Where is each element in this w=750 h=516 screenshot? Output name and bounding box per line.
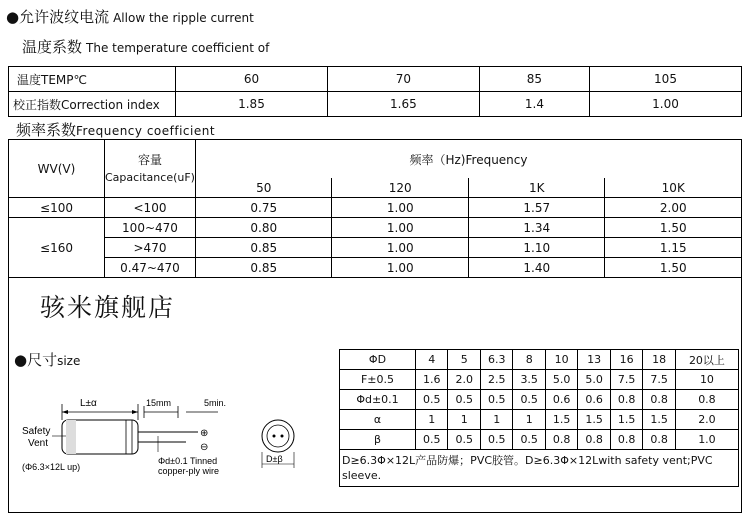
temp-cell: 85 xyxy=(479,67,589,92)
dim-cell: 0.6 xyxy=(578,390,610,410)
temp-title-en: The temperature coefficient of xyxy=(86,41,270,55)
dim-cell: 0.5 xyxy=(480,430,512,450)
lead-note-2: copper-ply wire xyxy=(158,466,220,476)
dim-header-cell: 4 xyxy=(416,350,448,370)
dim-cell: 1.0 xyxy=(675,430,738,450)
cap-header-cn: 容量 xyxy=(137,152,162,167)
dim-cell: 1.5 xyxy=(545,410,577,430)
arrow-right-icon xyxy=(132,410,138,414)
dim-cell: 1.5 xyxy=(578,410,610,430)
table-row xyxy=(9,198,742,218)
minus-icon: ⊖ xyxy=(200,442,209,453)
ripple-title-en: Allow the ripple current xyxy=(113,11,254,25)
dim-cell: 0.5 xyxy=(416,430,448,450)
coef-cell: 1.00 xyxy=(332,198,469,218)
store-brand: 骇米旗舰店 xyxy=(40,293,176,322)
table-row xyxy=(9,258,742,278)
diameter-label: D±β xyxy=(266,454,283,464)
dim-header-cell: 13 xyxy=(578,350,610,370)
coef-cell: 1.50 xyxy=(605,258,742,278)
coef-cell: 0.80 xyxy=(195,218,332,238)
table-row xyxy=(340,450,739,487)
correction-row-header: 校正指数Correction index xyxy=(9,92,176,117)
dimension-note: D≥6.3Φ×12L产品防爆；PVC胶管。D≥6.3Φ×12Lwith safety vent;PVC sleeve. xyxy=(340,450,739,487)
wv-header: WV(V) xyxy=(9,140,105,198)
lead-note-1: Φd±0.1 Tinned xyxy=(158,456,218,466)
dim-header-cell: 16 xyxy=(610,350,642,370)
dim-header-cell: 18 xyxy=(643,350,675,370)
dim-cell: 1.5 xyxy=(643,410,675,430)
temperature-coefficient-title xyxy=(22,36,269,57)
table-row xyxy=(340,350,739,370)
coef-cell: 1.00 xyxy=(332,218,469,238)
coef-cell: 1.00 xyxy=(332,238,469,258)
ripple-title-cn: ●允许波纹电流 xyxy=(6,8,110,26)
dimension-table xyxy=(339,349,739,487)
cap-header-en: Capacitance(uF) xyxy=(105,170,195,184)
dim-cell: 10 xyxy=(675,370,738,390)
dim-cell: 1 xyxy=(448,410,480,430)
freq-title-en: Frequency coefficient xyxy=(76,124,216,138)
length-label: L±α xyxy=(80,398,97,409)
table-row xyxy=(340,410,739,430)
coef-cell: 1.10 xyxy=(468,238,605,258)
dim-header-cell: 8 xyxy=(513,350,545,370)
frequency-header: 频率（Hz)Frequency xyxy=(195,140,741,179)
coef-cell: 1.57 xyxy=(468,198,605,218)
arrow-left-icon xyxy=(62,410,68,414)
table-row xyxy=(9,218,742,238)
capacitor-diagram xyxy=(18,392,338,482)
table-row xyxy=(340,390,739,410)
frequency-coefficient-title xyxy=(16,119,215,140)
dim-cell: 5.0 xyxy=(578,370,610,390)
capacitance-header xyxy=(105,140,196,198)
dim-cell: 0.5 xyxy=(448,390,480,410)
dim-row-label: β xyxy=(340,430,416,450)
coef-cell: 1.50 xyxy=(605,218,742,238)
freq-col: 10K xyxy=(605,178,742,198)
table-row xyxy=(9,92,742,117)
plus-icon: ⊕ xyxy=(200,428,209,439)
correction-cell: 1.00 xyxy=(590,92,742,117)
dim-header-cell: 6.3 xyxy=(480,350,512,370)
dim-row-label: Φd±0.1 xyxy=(340,390,416,410)
cap-cell: 100~470 xyxy=(105,218,196,238)
dim-cell: 0.8 xyxy=(675,390,738,410)
dim-header-cell: 5 xyxy=(448,350,480,370)
table-row xyxy=(340,370,739,390)
freq-col: 50 xyxy=(195,178,332,198)
dim-cell: 1 xyxy=(416,410,448,430)
wv-cell: ≤160 xyxy=(9,218,105,278)
dim-cell: 0.8 xyxy=(643,430,675,450)
coef-cell: 0.75 xyxy=(195,198,332,218)
cap-cell: >470 xyxy=(105,238,196,258)
dim-cell: 0.8 xyxy=(545,430,577,450)
dim-header-cell: ΦD xyxy=(340,350,416,370)
dim-cell: 0.5 xyxy=(513,390,545,410)
dim-cell: 0.5 xyxy=(513,430,545,450)
dim-cell: 2.0 xyxy=(448,370,480,390)
temp-cell: 60 xyxy=(176,67,328,92)
wv-cell: ≤100 xyxy=(9,198,105,218)
table-row xyxy=(9,67,742,92)
size-note: (Φ6.3×12L up) xyxy=(22,462,81,472)
dim-cell: 0.8 xyxy=(643,390,675,410)
dim-cell: 3.5 xyxy=(513,370,545,390)
temp-row-header: 温度TEMP℃ xyxy=(9,67,176,92)
temp-title-cn: 温度系数 xyxy=(22,38,83,56)
coef-cell: 0.85 xyxy=(195,238,332,258)
dim-cell: 1 xyxy=(513,410,545,430)
cap-cell: 0.47~470 xyxy=(105,258,196,278)
coef-cell: 0.85 xyxy=(195,258,332,278)
dim-title-cn: ●尺寸 xyxy=(14,351,58,369)
freq-col: 120 xyxy=(332,178,469,198)
coef-cell: 1.00 xyxy=(332,258,469,278)
dim-cell: 2.5 xyxy=(480,370,512,390)
dim-cell: 0.8 xyxy=(578,430,610,450)
temp-cell: 70 xyxy=(327,67,479,92)
dim-cell: 1 xyxy=(480,410,512,430)
freq-col: 1K xyxy=(468,178,605,198)
correction-cell: 1.65 xyxy=(327,92,479,117)
dim-cell: 0.5 xyxy=(416,390,448,410)
dim-title-en: size xyxy=(57,354,81,368)
table-row xyxy=(340,430,739,450)
correction-cell: 1.4 xyxy=(479,92,589,117)
vent-label: Vent xyxy=(28,438,49,449)
dim-cell: 0.5 xyxy=(480,390,512,410)
coef-cell: 1.15 xyxy=(605,238,742,258)
dim-cell: 1.6 xyxy=(416,370,448,390)
coef-cell: 1.40 xyxy=(468,258,605,278)
dim-row-label: F±0.5 xyxy=(340,370,416,390)
cap-cell: <100 xyxy=(105,198,196,218)
dim-cell: 0.6 xyxy=(545,390,577,410)
dim-cell: 7.5 xyxy=(643,370,675,390)
safety-label: Safety xyxy=(22,426,51,437)
dim-cell: 0.8 xyxy=(610,390,642,410)
lead-length-label: 15mm xyxy=(146,398,172,408)
dim-cell: 0.8 xyxy=(610,430,642,450)
table-row xyxy=(9,140,742,179)
dim-header-cell: 20以上 xyxy=(675,350,738,370)
freq-title-cn: 频率系数 xyxy=(16,121,77,139)
temp-cell: 105 xyxy=(590,67,742,92)
dim-cell: 7.5 xyxy=(610,370,642,390)
dim-cell: 2.0 xyxy=(675,410,738,430)
dim-header-cell: 10 xyxy=(545,350,577,370)
coef-cell: 2.00 xyxy=(605,198,742,218)
min-length-label: 5min. xyxy=(204,398,227,408)
dimension-title xyxy=(14,349,80,370)
table-row xyxy=(9,238,742,258)
dim-cell: 0.5 xyxy=(448,430,480,450)
dim-cell: 5.0 xyxy=(545,370,577,390)
correction-cell: 1.85 xyxy=(176,92,328,117)
coef-cell: 1.34 xyxy=(468,218,605,238)
frequency-table xyxy=(8,139,742,278)
dim-row-label: α xyxy=(340,410,416,430)
temperature-table xyxy=(8,66,742,117)
dim-cell: 1.5 xyxy=(610,410,642,430)
ripple-current-title xyxy=(6,6,254,27)
